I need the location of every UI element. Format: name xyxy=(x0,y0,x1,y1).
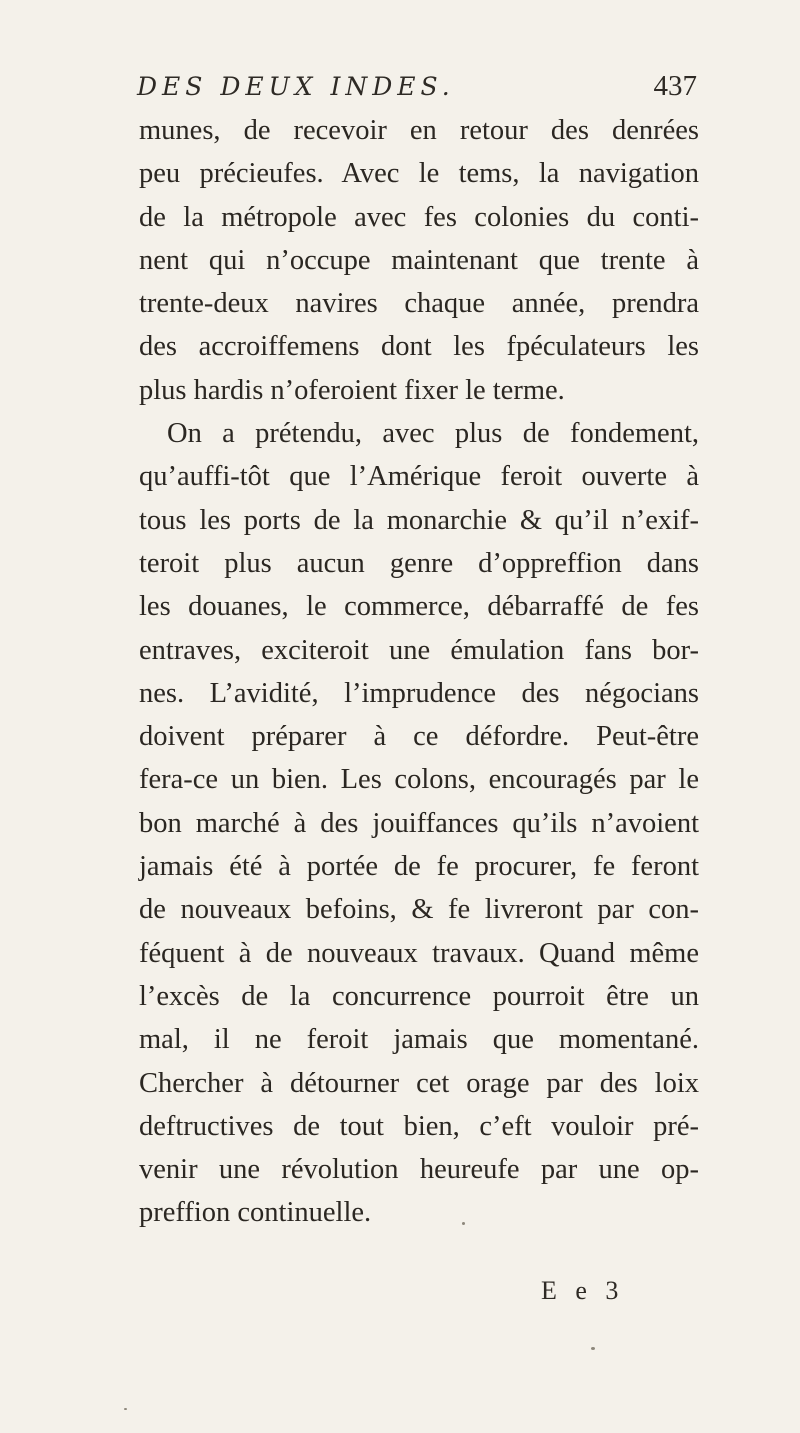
text-line: qu’auffi-tôt que l’Amérique feroit ouverte à xyxy=(139,461,699,493)
text-line: tous les ports de la monarchie & qu’il n’exif- xyxy=(139,504,699,536)
paragraph-start-line: On a prétendu, avec plus de fondement, xyxy=(167,418,699,450)
page-header xyxy=(137,68,697,104)
text-line: mal, il ne feroit jamais que momentané. xyxy=(139,1024,699,1056)
text-line: preffion continuelle. xyxy=(139,1197,372,1229)
text-line: nes. L’avidité, l’imprudence des négocians xyxy=(139,677,699,709)
text-line: venir une révolution heureufe par une op- xyxy=(139,1154,699,1186)
text-line: entraves, exciteroit une émulation fans bor- xyxy=(139,634,699,666)
text-line: peu précieufes. Avec le tems, la navigation xyxy=(139,158,699,190)
body-text xyxy=(139,109,699,1235)
paper-speck xyxy=(124,1408,127,1410)
text-line: féquent à de nouveaux travaux. Quand même xyxy=(139,937,699,969)
text-line: des accroiffemens dont les fpéculateurs les xyxy=(139,331,699,363)
text-line: fera-ce un bien. Les colons, encouragés par le xyxy=(139,764,699,796)
text-line: l’excès de la concurrence pourroit être un xyxy=(139,980,699,1012)
text-line: de la métropole avec fes colonies du conti- xyxy=(139,201,699,233)
text-line: trente-deux navires chaque année, prendra xyxy=(139,288,699,320)
paper-speck xyxy=(591,1347,595,1350)
text-line: deftructives de tout bien, c’eft vouloir pré- xyxy=(139,1110,699,1142)
text-line: nent qui n’occupe maintenant que trente à xyxy=(139,244,699,276)
signature-mark: E e 3 xyxy=(541,1276,625,1305)
text-line: de nouveaux befoins, & fe livreront par con- xyxy=(139,894,699,926)
text-line: bon marché à des jouiffances qu’ils n’avoient xyxy=(139,807,699,839)
text-line: teroit plus aucun genre d’oppreffion dans xyxy=(139,547,699,579)
text-line: doivent préparer à ce défordre. Peut-être xyxy=(139,721,699,753)
page-number: 437 xyxy=(653,70,697,102)
text-line: les douanes, le commerce, débarraffé de fes xyxy=(139,591,699,623)
running-title: DES DEUX INDES. xyxy=(137,72,455,101)
text-line: plus hardis n’oferoient fixer le terme. xyxy=(139,374,565,406)
paper-speck xyxy=(462,1222,465,1225)
text-line: jamais été à portée de fe procurer, fe feront xyxy=(139,851,699,883)
text-line: Chercher à détourner cet orage par des loix xyxy=(139,1067,699,1099)
text-line: munes, de recevoir en retour des denrées xyxy=(139,115,699,146)
